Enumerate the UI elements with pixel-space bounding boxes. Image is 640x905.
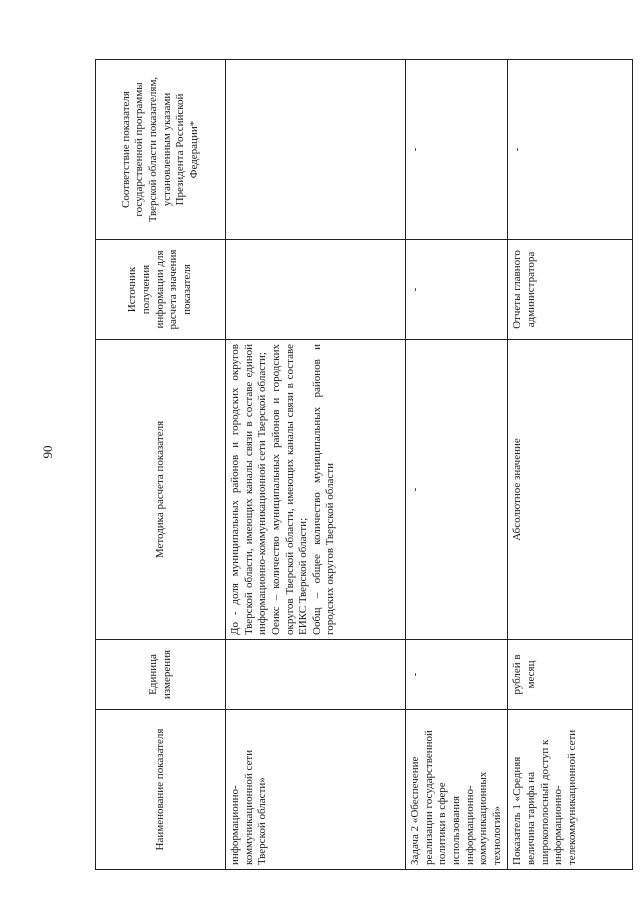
cell-indicator-name: Показатель 1 «Средняя величина тарифа на широкополосный доступ к информационно-телекоммуникационной сети — [508, 710, 633, 870]
rotated-table-container — [95, 60, 620, 870]
cell-source: Отчеты главного администратора — [508, 240, 633, 340]
table-row — [406, 60, 508, 870]
cell-method: - — [406, 340, 508, 640]
cell-unit — [226, 640, 406, 710]
header-indicator-name: Наименование показателя — [96, 710, 226, 870]
cell-compliance: - — [508, 60, 633, 240]
cell-source: - — [406, 240, 508, 340]
table-row — [508, 60, 633, 870]
cell-indicator-name: информационно-коммуникационной сети Тверской области» — [226, 710, 406, 870]
header-method: Методика расчета показателя — [96, 340, 226, 640]
method-line: Ообщ – общее количество муниципальных районов и городских округов Тверской области — [310, 344, 337, 635]
cell-method — [226, 340, 406, 640]
cell-unit: - — [406, 640, 508, 710]
cell-compliance: - — [406, 60, 508, 240]
cell-method: Абсолютное значение — [508, 340, 633, 640]
table-header-row — [96, 60, 226, 870]
cell-unit: рублей в месяц — [508, 640, 633, 710]
cell-source — [226, 240, 406, 340]
method-line: До - доля муниципальных районов и городских округов Тверской области, имеющих каналы связи в составе единой информационно-коммуникационной сети Тверской области; — [229, 344, 269, 635]
indicator-table — [95, 59, 633, 870]
table-row — [226, 60, 406, 870]
method-line: Оеикс – количество муниципальных районов и городских округов Тверской области, имеющих каналы связи в составе ЕИКС Тверской области; — [269, 344, 310, 635]
header-unit: Единица измерения — [96, 640, 226, 710]
header-source: Источник получения информации для расчета значения показателя — [96, 240, 226, 340]
cell-compliance — [226, 60, 406, 240]
cell-indicator-name: Задача 2 «Обеспечение реализации государственной политики в сфере использования информационно-коммуникационных технологий» — [406, 710, 508, 870]
header-compliance: Соответствие показателя государственной программы Тверской области показателям, установленным указами Президента Российской Федерации* — [96, 60, 226, 240]
page-number: 90 — [40, 445, 55, 459]
